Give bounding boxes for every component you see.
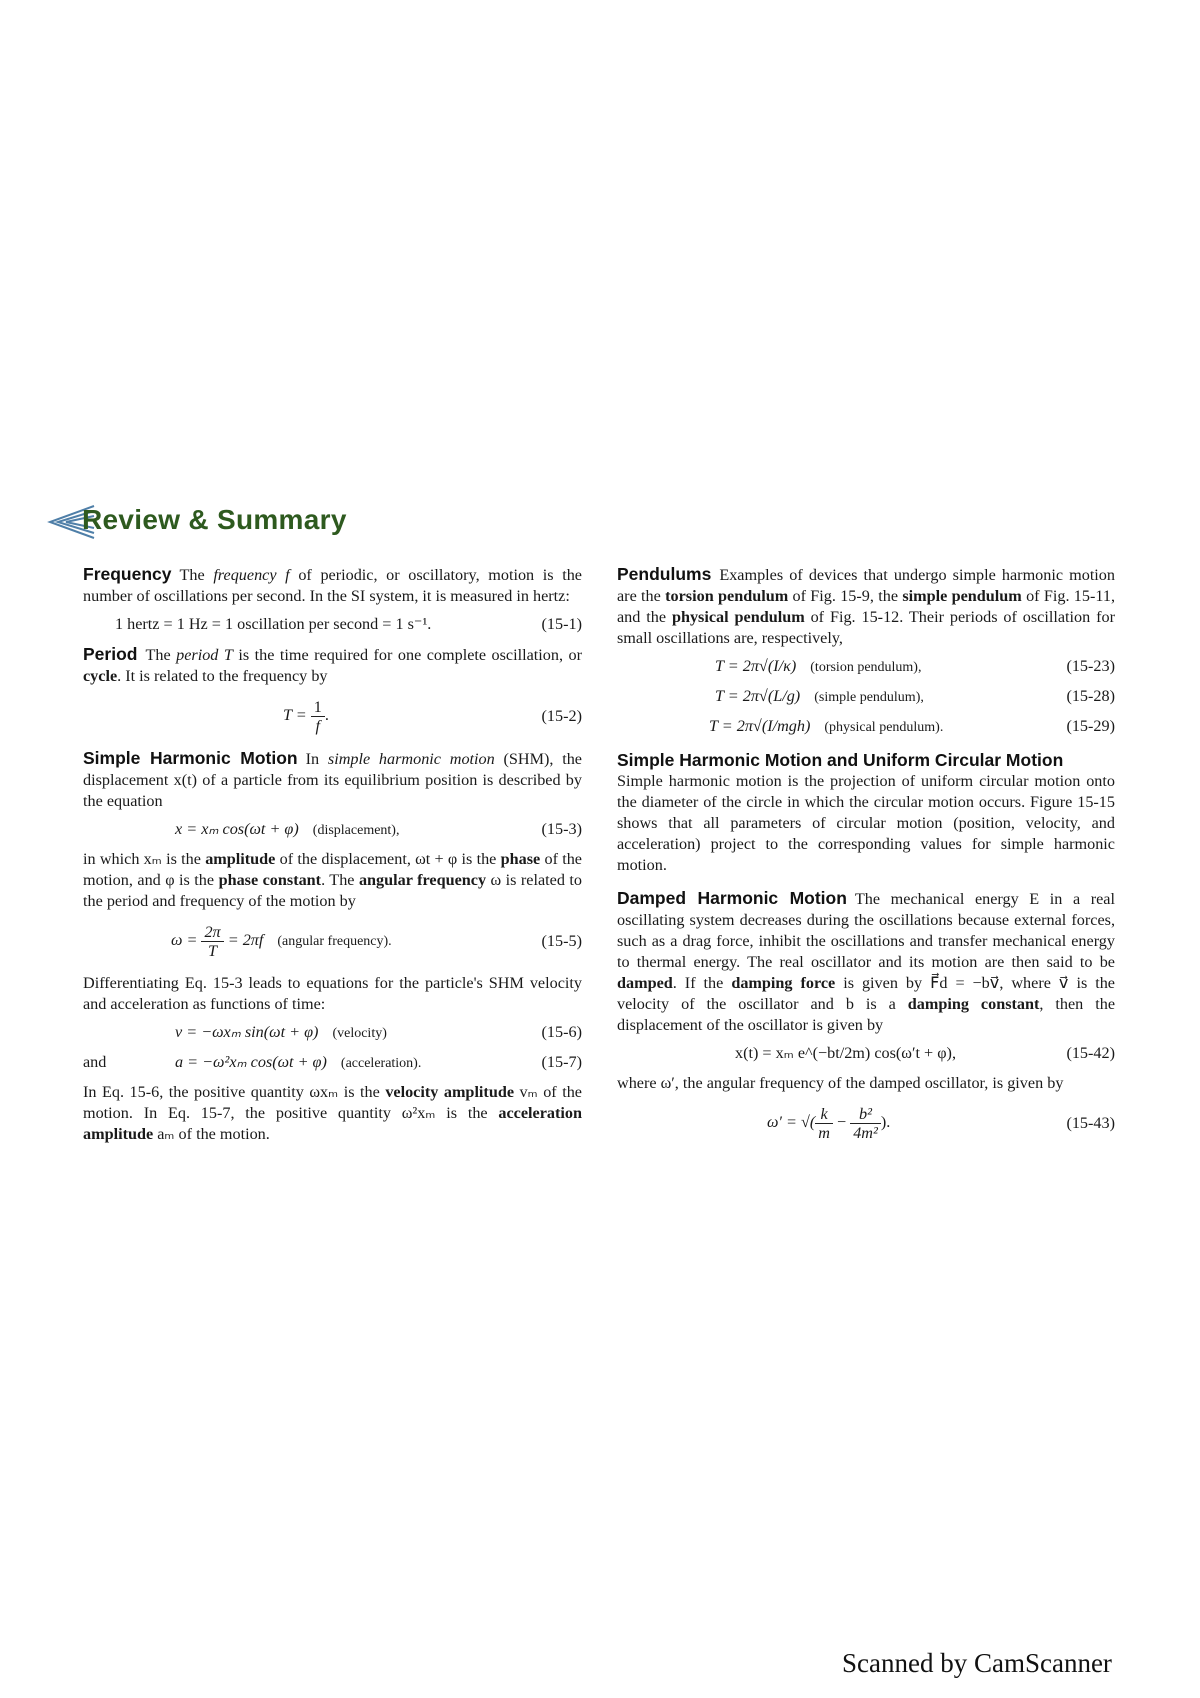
text-run: ω is related to the period and frequency of the motion by	[83, 871, 583, 910]
denominator: m	[818, 1124, 830, 1142]
equation-expression: a = −ω²xₘ cos(ωt + φ)	[175, 1053, 327, 1071]
equation-number: (15-7)	[541, 1053, 582, 1071]
text-run: . If the	[672, 974, 732, 992]
shm-paragraph	[83, 748, 582, 812]
fraction	[201, 923, 223, 960]
equation-body	[715, 686, 924, 708]
amplitudes-paragraph	[83, 1082, 582, 1145]
equation-note: (angular frequency).	[277, 934, 392, 950]
equation-body: x(t) = xₘ e^(−bt/2m) cos(ω′t + φ),	[735, 1044, 956, 1062]
equation-expression: T = 2π√(I/mgh)	[709, 717, 811, 735]
equation-conjunction: and	[83, 1053, 107, 1071]
equation-15-28	[617, 686, 1115, 708]
term-shm: simple harmonic motion	[327, 750, 495, 768]
term-phase: phase	[500, 850, 541, 868]
text-run: . It is related to the frequency by	[117, 667, 328, 685]
equation-15-2	[83, 694, 582, 740]
fraction-b2-4m2	[850, 1105, 881, 1142]
amplitude-paragraph	[83, 849, 582, 912]
term-acceleration-amplitude: acceleration amplitude	[83, 1104, 582, 1143]
numerator: b²	[850, 1105, 881, 1124]
text-run: The mechanical energy E in a real oscillating system decreases during the oscillations because external forces, such as a drag force, inhibit the oscillations and transfer mechanical energy to thermal energy. The real oscillator and its motion are then said to be	[617, 890, 1115, 971]
right-column	[617, 564, 1115, 1155]
text-run: In Eq. 15-6, the positive quantity ωxₘ is the	[83, 1083, 386, 1101]
equation-body	[175, 1052, 421, 1074]
equation-note: (velocity)	[332, 1026, 387, 1041]
equation-body	[767, 1105, 890, 1142]
scanner-watermark: Scanned by CamScanner	[842, 1648, 1112, 1678]
frequency-heading: Frequency	[83, 564, 172, 584]
fraction-k-m	[815, 1105, 833, 1142]
equation-number: (15-43)	[1066, 1114, 1115, 1132]
equation-expression: v = −ωxₘ sin(ωt + φ)	[175, 1023, 319, 1041]
term-damping-constant: damping constant	[907, 995, 1040, 1013]
equation-15-23	[617, 656, 1115, 678]
equation-note: (physical pendulum).	[824, 720, 944, 735]
equation-15-6	[83, 1022, 582, 1044]
term-phase-constant: phase constant	[218, 871, 322, 889]
text-run: In	[305, 750, 328, 768]
frequency-paragraph	[83, 564, 582, 607]
equation-body: T = $\frac{1}{f}$ .	[283, 698, 329, 735]
denominator: 4m²	[853, 1124, 878, 1142]
equation-note: (acceleration).	[340, 1056, 422, 1071]
period-heading: Period	[83, 644, 138, 664]
text-run: The	[179, 566, 214, 584]
numerator: k	[815, 1105, 833, 1124]
text-run: of Fig. 15-12. Their periods of oscillation for small oscillations are, respectively,	[617, 608, 1115, 647]
equation-note: (displacement),	[312, 823, 400, 838]
period-paragraph	[83, 644, 582, 687]
term-damped: damped	[617, 974, 673, 992]
equation-number: (15-23)	[1066, 657, 1115, 675]
text-run: vₘ of the motion. In Eq. 15-7, the positive quantity ω²xₘ is the	[83, 1083, 582, 1122]
equation-15-3	[83, 819, 582, 841]
damped-paragraph	[617, 888, 1115, 1036]
numerator: 2π	[201, 923, 223, 942]
term-angular-frequency: angular frequency	[358, 871, 487, 889]
denominator: T	[208, 942, 218, 960]
section-title: Review & Summary	[82, 504, 347, 535]
equation-body: 1 hertz = 1 Hz = 1 oscillation per second = 1 s⁻¹.	[115, 615, 432, 633]
equation-lhs: T =	[283, 706, 307, 725]
damped-heading: Damped Harmonic Motion	[617, 888, 847, 908]
equation-lhs: ω′ = √(	[767, 1113, 816, 1132]
angular-frequency-paragraph: where ω′, the angular frequency of the damped oscillator, is given by	[617, 1074, 1064, 1092]
denominator: f	[315, 717, 321, 735]
term-physical-pendulum: physical pendulum	[671, 608, 805, 626]
equation-15-7	[83, 1052, 582, 1074]
equation-rhs: = 2πf	[227, 931, 264, 950]
numerator: 1	[311, 698, 325, 717]
term-period: period T	[176, 646, 233, 664]
term-frequency: frequency f	[213, 566, 290, 584]
pendulums-paragraph	[617, 564, 1115, 649]
text-run: in which xₘ is the	[83, 850, 206, 868]
text-run: aₘ of the motion.	[153, 1125, 270, 1143]
equation-expression: T = 2π√(I/κ)	[715, 657, 797, 675]
equation-body	[175, 1022, 387, 1044]
circular-heading: Simple Harmonic Motion and Uniform Circular Motion	[617, 750, 1064, 770]
minus-sign: −	[837, 1113, 847, 1132]
term-simple-pendulum: simple pendulum	[902, 587, 1022, 605]
equation-body	[171, 923, 392, 960]
equation-number: (15-5)	[541, 932, 582, 950]
equation-number: (15-28)	[1066, 687, 1115, 705]
equation-number: (15-3)	[541, 820, 582, 838]
equation-number: (15-29)	[1066, 717, 1115, 735]
text-run: (SHM), the displacement x(t) of a particle from its equilibrium position is described by the equation	[83, 750, 582, 810]
equation-body	[715, 656, 921, 678]
equation-15-29	[617, 716, 1115, 738]
equation-body	[175, 819, 399, 841]
text-run: of Fig. 15-9, the	[788, 587, 903, 605]
text-run: is the time required for one complete oscillation, or	[232, 646, 582, 664]
equation-lhs: ω =	[171, 931, 198, 950]
term-cycle: cycle	[83, 667, 118, 685]
equation-15-42	[617, 1043, 1115, 1065]
text-run: Simple harmonic motion is the projection of uniform circular motion onto the diameter of the circle in which the circular motion occurs. Figure 15-15 shows that all parameters of circular motion (position, velocity, and acceleration) project to the corresponding values for simple harmonic motion.	[617, 772, 1115, 874]
equation-end: ).	[880, 1113, 891, 1132]
equation-number: (15-42)	[1066, 1044, 1115, 1062]
term-damping-force: damping force	[731, 974, 836, 992]
term-torsion-pendulum: torsion pendulum	[665, 587, 789, 605]
equation-15-1	[83, 614, 582, 636]
shm-heading: Simple Harmonic Motion	[83, 748, 298, 768]
equation-number: (15-2)	[541, 707, 582, 725]
equation-15-43	[617, 1101, 1115, 1147]
term-amplitude: amplitude	[205, 850, 276, 868]
equation-note: (simple pendulum),	[814, 690, 924, 705]
text-run: of periodic, or oscillatory, motion is the number of oscillations per second. In the SI system, it is measured in hertz:	[83, 566, 582, 605]
text-run: of Fig. 15-11, and the	[617, 587, 1115, 626]
text-run: of the displacement, ωt + φ is the	[275, 850, 501, 868]
text-run: . The	[321, 871, 359, 889]
circular-paragraph	[617, 750, 1115, 876]
equation-number: (15-6)	[541, 1023, 582, 1041]
equation-15-5	[83, 919, 582, 965]
equation-number: (15-1)	[541, 615, 582, 633]
section-header	[44, 500, 464, 544]
left-column	[83, 564, 582, 1152]
text-run: of the motion, and φ is the	[83, 850, 582, 889]
text-run: , then the displacement of the oscillator is given by	[617, 995, 1116, 1034]
equation-note: (torsion pendulum),	[810, 660, 922, 675]
text-run: Examples of devices that undergo simple harmonic motion are the	[617, 566, 1115, 605]
pendulums-heading: Pendulums	[617, 564, 712, 584]
term-velocity-amplitude: velocity amplitude	[385, 1083, 515, 1101]
equation-body	[709, 716, 943, 738]
equation-expression: T = 2π√(L/g)	[715, 687, 801, 705]
fraction	[311, 698, 325, 735]
equation-expression: x = xₘ cos(ωt + φ)	[175, 820, 299, 838]
text-run: is given by F⃗d = −bv⃗, where v⃗ is the velocity of the oscillator and b is a	[617, 974, 1115, 1013]
text-run: The	[145, 646, 177, 664]
differentiating-paragraph: Differentiating Eq. 15-3 leads to equations for the particle's SHM velocity and acceleration as functions of time:	[83, 974, 582, 1013]
